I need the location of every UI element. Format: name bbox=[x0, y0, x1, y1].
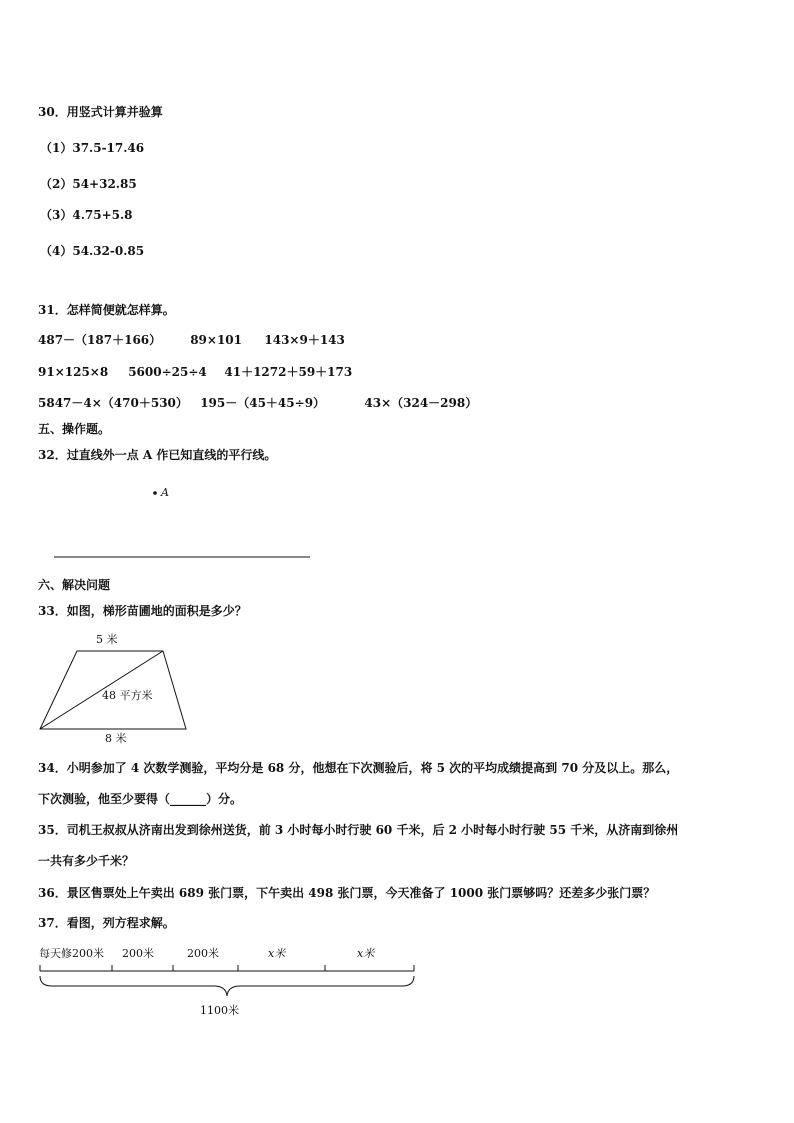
point-a-label: A bbox=[161, 486, 169, 499]
section-5-heading: 五、操作题。 bbox=[38, 422, 111, 436]
segment-label: 200米 bbox=[122, 947, 154, 960]
segment-label: 200米 bbox=[187, 947, 219, 960]
section-6-heading: 六、解决问题 bbox=[38, 578, 111, 592]
q30-title: 30．用竖式计算并验算 bbox=[38, 105, 163, 119]
q31-expr: 195－（45＋45÷9） bbox=[200, 396, 326, 410]
q32-title: 32．过直线外一点 A 作已知直线的平行线。 bbox=[38, 448, 277, 462]
q31-expr: 91×125×8 bbox=[38, 365, 109, 379]
segment-label: x米 bbox=[357, 947, 375, 960]
q34-line-1: 34．小明参加了 4 次数学测验，平均分是 68 分，他想在下次测验后，将 5 次的平均成绩提高到 70 分及以上。那么， bbox=[38, 761, 679, 775]
segment-label: x米 bbox=[268, 947, 286, 960]
trapezoid-top-label: 5 米 bbox=[96, 633, 118, 646]
total-length-label: 1100米 bbox=[200, 1004, 239, 1017]
q35-line-1: 35．司机王叔叔从济南出发到徐州送货，前 3 小时每小时行驶 60 千米，后 2 小时每小时行驶 55 千米，从济南到徐州 bbox=[38, 823, 679, 837]
q37-title: 37．看图，列方程求解。 bbox=[38, 916, 175, 930]
trapezoid-bottom-label: 8 米 bbox=[105, 732, 127, 745]
q31-expr: 487－（187＋166） bbox=[38, 333, 162, 347]
q31-expr: 143×9＋143 bbox=[264, 333, 345, 347]
q30-item-1: （1）37.5-17.46 bbox=[40, 141, 145, 155]
q30-item-4: （4）54.32-0.85 bbox=[40, 244, 145, 258]
trapezoid-shape bbox=[40, 651, 186, 729]
q31-title: 31．怎样简便就怎样算。 bbox=[38, 303, 175, 317]
q30-item-3: （3）4.75+5.8 bbox=[40, 208, 133, 222]
q36-text: 36．景区售票处上午卖出 689 张门票，下午卖出 498 张门票，今天准备了 1000 张门票够吗？还差多少张门票？ bbox=[38, 886, 656, 900]
q31-expr: 5847－4×（470＋530） bbox=[38, 396, 188, 410]
q31-expr: 41＋1272＋59＋173 bbox=[224, 365, 353, 379]
q30-item-2: （2）54+32.85 bbox=[40, 177, 137, 191]
total-brace bbox=[40, 976, 414, 996]
q34-line-2: 下次测验，他至少要得（______）分。 bbox=[38, 792, 243, 806]
q31-expr: 43×（324－298） bbox=[364, 396, 478, 410]
trapezoid-area-label: 48 平方米 bbox=[102, 689, 153, 702]
segment-label: 每天修200米 bbox=[39, 947, 104, 960]
q31-expr: 89×101 bbox=[190, 333, 242, 347]
q35-line-2: 一共有多少千米？ bbox=[38, 854, 135, 868]
point-a bbox=[153, 491, 157, 495]
q31-expr: 5600÷25÷4 bbox=[128, 365, 207, 379]
q33-title: 33．如图，梯形苗圃地的面积是多少？ bbox=[38, 604, 247, 618]
